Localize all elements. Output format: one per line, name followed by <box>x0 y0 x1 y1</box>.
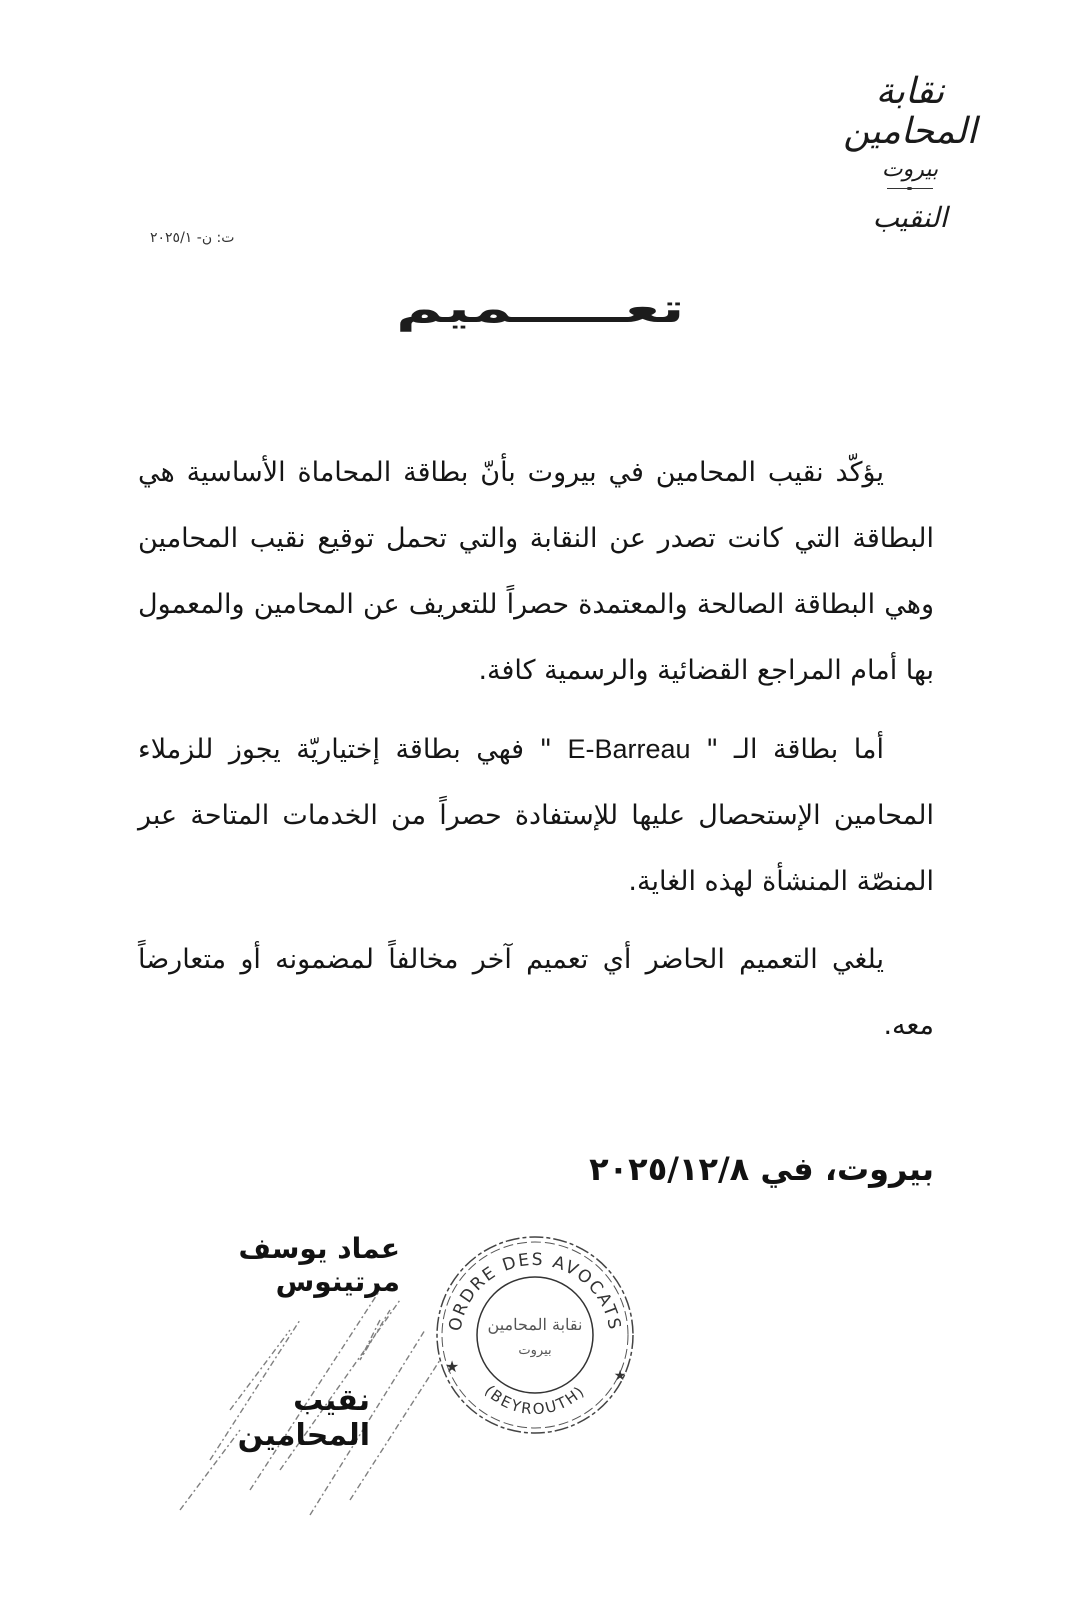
seal-star-left-icon: ★ <box>444 1357 460 1376</box>
paragraph-2 <box>138 716 934 915</box>
reference-number: ت: ن- ٢٠٢٥/١ <box>150 230 235 246</box>
seal-bottom-text: (BEYROUTH) <box>481 1381 589 1419</box>
signer-name: عماد يوسف مرتينوس <box>238 1232 400 1298</box>
paragraph-2-before: أما بطاقة الـ " <box>706 734 884 765</box>
seal-inner-line-2: بيروت <box>518 1343 552 1358</box>
bar-association-seal <box>430 1230 640 1440</box>
letterhead-divider <box>887 188 933 189</box>
paragraph-2-after: " فهي بطاقة إختياريّة يجوز للزملاء المحامين الإستحصال عليها للإستفادة حصراً من الخدمات المتاحة عبر المنصّة المنشأة لهذه الغاية. <box>138 734 934 897</box>
letterhead-city: بيروت <box>881 157 939 183</box>
e-barreau-term: E-Barreau <box>567 734 691 764</box>
document-body <box>138 440 934 1071</box>
paragraph-3: يلغي التعميم الحاضر أي تعميم آخر مخالفاً لمضمونه أو متعارضاً معه. <box>138 944 934 1041</box>
seal-inner-ring <box>477 1277 593 1393</box>
letterhead <box>810 72 1010 234</box>
letterhead-organization: نقابة المحامين <box>843 71 977 152</box>
paragraph-1: يؤكّد نقيب المحامين في بيروت بأنّ بطاقة المحاماة الأساسية هي البطاقة التي كانت تصدر عن النقابة والتي تحمل توقيع نقيب المحامين وهي البطاقة الصالحة والمعتمدة حصراً للتعريف عن المحامين والمعمول بها أمام المراجع القضائية والرسمية كافة. <box>138 457 934 686</box>
seal-inner-line-1: نقابة المحامين <box>487 1315 583 1334</box>
seal-star-right-icon: ★ <box>613 1368 627 1384</box>
letterhead-title: النقيب <box>872 201 948 235</box>
signature-stroke <box>360 1310 390 1360</box>
seal-outer-text: ORDRE DES AVOCATS <box>445 1249 625 1333</box>
date-line: بيروت، في ٢٠٢٥/١٢/٨ <box>589 1150 934 1188</box>
document-title-text: تعـــــميم <box>395 286 685 332</box>
document-title <box>0 286 1080 332</box>
signer-title: نقيب المحامين <box>237 1383 370 1453</box>
